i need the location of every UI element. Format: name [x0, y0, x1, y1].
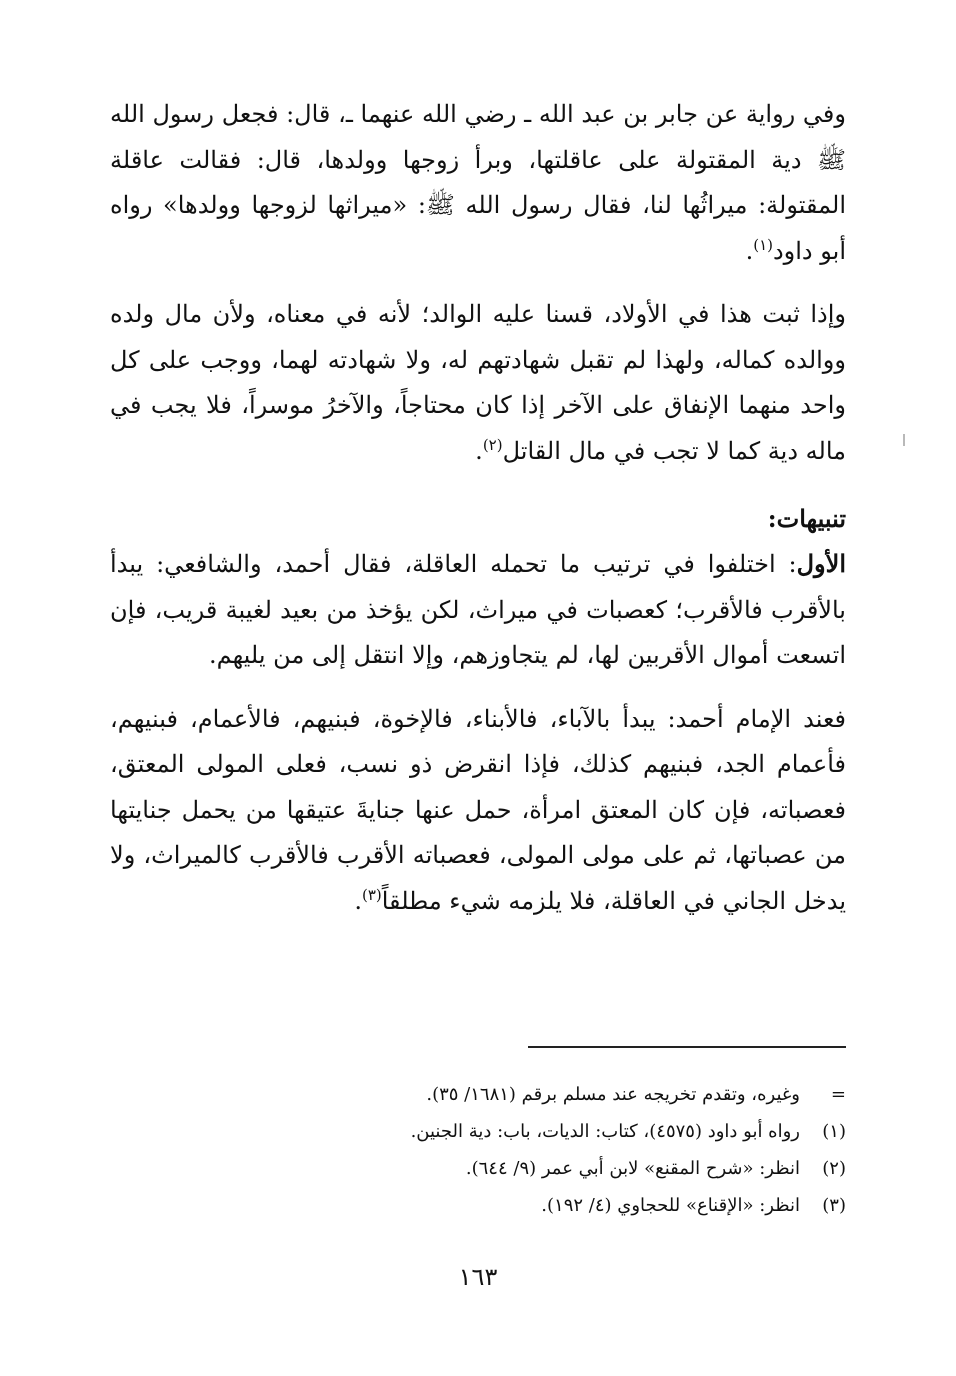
footnote-continuation: [110, 1076, 846, 1113]
footnote-3: [110, 1187, 846, 1224]
paragraph-text: فعند الإمام أحمد: يبدأ بالآباء، فالأبناء، فالإخوة، فبنيهم، فالأعمام، فبنيهم، فأعمام الجد، فبنيهم كذلك، فإذا انقرض ذو نسب، فعلى المولى المعتق، فعصباته، فإن كان المعتق امرأة، حمل عنها جنايةَ عتيقها من يحمل جنايتها من عصباتها، ثم على مولى المولى، فعصباته الأقرب فالأقرب كالميراث، ولا يدخل الجاني في العاقلة، فلا يلزمه شيء مطلقاً: [110, 704, 847, 915]
page-number: ١٦٣: [458, 1263, 498, 1291]
paragraph-end: .: [745, 236, 754, 265]
footnote-text: رواه أبو داود (٤٥٧٥)، كتاب: الديات، باب: دية الجنين.: [410, 1121, 800, 1142]
footnote-separator-rule: [528, 1046, 846, 1048]
footnote-text: وغيره، وتقدم تخريجه عند مسلم برقم (١٦٨١/ ٣٥).: [426, 1084, 800, 1105]
paragraph-text: وفي رواية عن جابر بن عبد الله ـ رضي الله عنهما ـ، قال: فجعل رسول الله ﷺ دية المقتولة على عاقلتها، وبرأ زوجها وولدها، قال: فقالت عاقلة المقتولة: ميراثُها لنا، فقال رسول الله ﷺ: «ميراثها لزوجها وولدها» رواه أبو داود: [110, 100, 846, 265]
paragraph-text: : اختلفوا في ترتيب ما تحمله العاقلة، فقال أحمد، والشافعي: يبدأ بالأقرب فالأقرب؛ كعصبات في ميراث، لكن يؤخذ من بعيد لغيبة قريب، فإن اتسعت أموال الأقربين لها، لم يتجاوزهم، وإلا انتقل إلى من يليهم.: [110, 550, 846, 669]
paragraph-end: .: [354, 886, 362, 915]
first-note-label: الأول: [796, 549, 846, 578]
scan-artifact-mark: [903, 434, 905, 446]
footnote-mark: (٣): [822, 1195, 846, 1216]
footnotes-section: [110, 1076, 846, 1224]
footnote-ref-2: (٢): [482, 435, 503, 454]
footnote-ref-3: (٣): [361, 885, 382, 904]
footnote-2: [110, 1150, 846, 1187]
footnote-ref-1: (١): [753, 235, 773, 254]
page-body: [110, 92, 846, 924]
footnote-mark: (١): [822, 1121, 846, 1142]
paragraph-end: .: [475, 436, 483, 465]
paragraph-imam-ahmad-order: [110, 697, 846, 925]
paragraph-first-note: [110, 541, 846, 679]
footnote-1: [110, 1113, 846, 1150]
footnote-mark: (٢): [822, 1158, 846, 1179]
paragraph-jabir-narration: [110, 92, 846, 274]
section-heading-notes: تنبيهات:: [767, 504, 846, 533]
footnote-mark: =: [830, 1084, 846, 1105]
paragraph-text: وإذا ثبت هذا في الأولاد، قسنا عليه الوالد؛ لأنه في معناه، ولأن مال ولده ووالده كماله، ولهذا لم تقبل شهادتهم له، ولا شهادته لهما، ووجب على كل واحد منهما الإنفاق على الآخر إذا كان محتاجاً، والآخرُ موسراً، فلا يجب في ماله دية كما لا تجب في مال القاتل: [110, 300, 846, 465]
paragraph-parent-analogy: [110, 292, 846, 474]
footnote-text: انظر: «الإقناع» للحجاوي (٤/ ١٩٢).: [541, 1195, 800, 1216]
footnote-text: انظر: «شرح المقنع» لابن أبي عمر (٩/ ٦٤٤).: [465, 1158, 800, 1179]
